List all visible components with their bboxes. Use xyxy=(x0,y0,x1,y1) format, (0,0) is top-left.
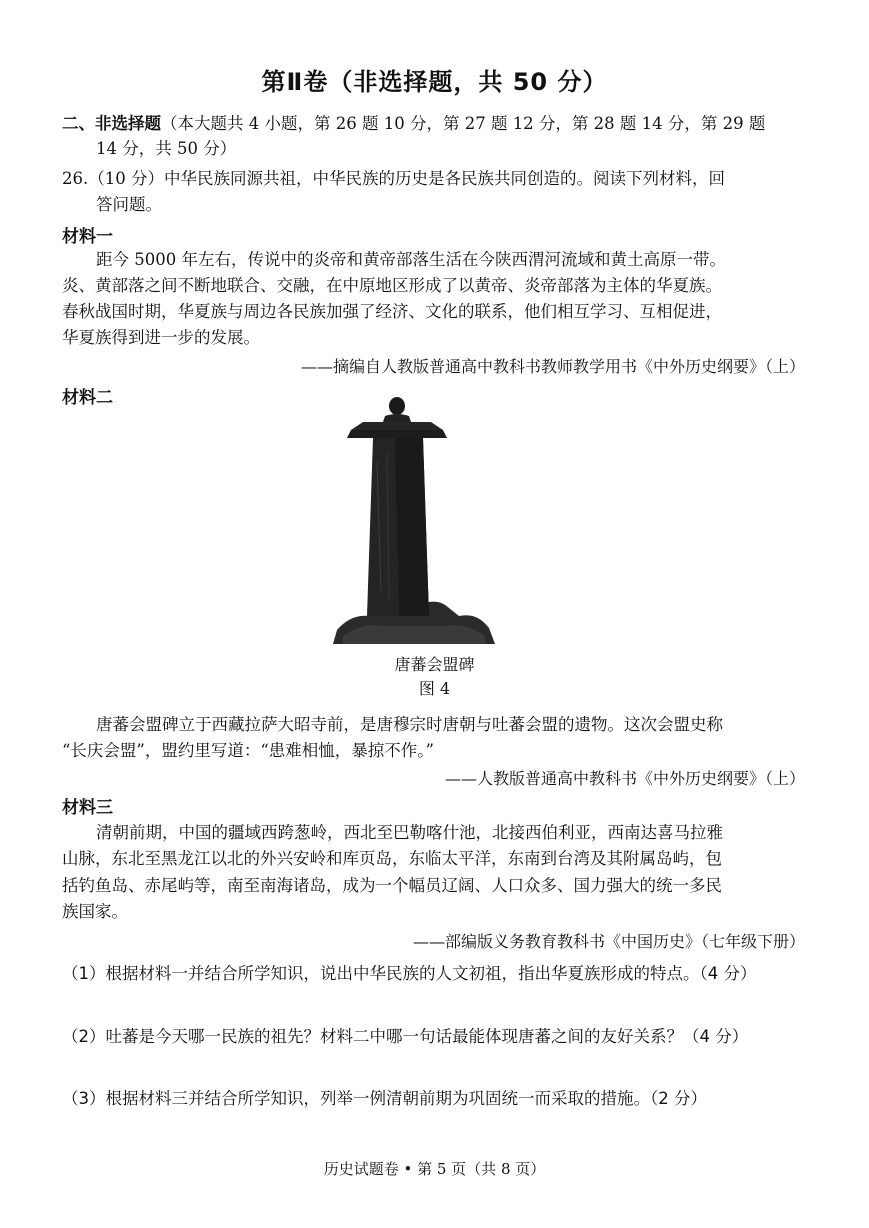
material-2-line: 唐蕃会盟碑立于西藏拉萨大昭寺前，是唐穆宗时唐朝与吐蕃会盟的遗物。这次会盟史称 xyxy=(96,715,723,734)
material-3-source: ——部编版义务教育教科书《中国历史》（七年级下册） xyxy=(412,932,805,951)
material-3-line: 括钓鱼岛、赤尾屿等，南至南海诸岛，成为一个幅员辽阔、人口众多、国力强大的统一多民 xyxy=(62,876,722,895)
section-desc-line1: （本大题共 4 小题，第 26 题 10 分，第 27 题 12 分，第 28 题 14 分，第 29 题 xyxy=(161,114,766,133)
material-2-line: “长庆会盟”，盟约里写道：“患难相恤，暴掠不作。” xyxy=(62,741,434,760)
material-1-line: 华夏族得到进一步的发展。 xyxy=(62,328,260,347)
subquestion-1: （1）根据材料一并结合所学知识，说出中华民族的人文初祖，指出华夏族形成的特点。（4 分） xyxy=(62,964,757,983)
material-1-source: ——摘编自人教版普通高中教科书教师教学用书《中外历史纲要》（上） xyxy=(300,357,805,376)
section-desc-line2: 14 分，共 50 分） xyxy=(96,139,237,158)
page-footer: 历史试题卷 • 第 5 页（共 8 页） xyxy=(323,1160,546,1178)
figure-caption: 唐蕃会盟碑 xyxy=(394,655,475,674)
material-2-source: ——人教版普通高中教科书《中外历史纲要》（上） xyxy=(444,769,805,788)
material-1-line: 炎、黄部落之间不断地联合、交融，在中原地区形成了以黄帝、炎帝部落为主体的华夏族。 xyxy=(62,276,722,295)
material-1-line: 距今 5000 年左右，传说中的炎帝和黄帝部落生活在今陕西渭河流域和黄土高原一带。 xyxy=(96,250,726,269)
material-3-label: 材料三 xyxy=(62,798,113,818)
subquestion-3: （3）根据材料三并结合所学知识，列举一例清朝前期为巩固统一而采取的措施。（2 分） xyxy=(62,1089,707,1108)
question-26-line1: 26.（10 分）中华民族同源共祖，中华民族的历史是各民族共同创造的。阅读下列材料，回 xyxy=(62,169,725,188)
question-26-line2: 答问题。 xyxy=(96,195,162,214)
material-1-label: 材料一 xyxy=(62,227,113,247)
section-label: 二、非选择题 xyxy=(62,114,161,133)
material-1-line: 春秋战国时期，华夏族与周边各民族加强了经济、文化的联系，他们相互学习、互相促进， xyxy=(62,302,722,321)
material-3-line: 族国家。 xyxy=(62,902,128,921)
figure-number: 图 4 xyxy=(418,679,451,698)
section-heading xyxy=(62,112,765,136)
material-3-line: 山脉，东北至黑龙江以北的外兴安岭和库页岛，东临太平洋，东南到台湾及其附属岛屿，包 xyxy=(62,849,722,868)
material-2-label: 材料二 xyxy=(62,388,113,408)
subquestion-2: （2）吐蕃是今天哪一民族的祖先？材料二中哪一句话最能体现唐蕃之间的友好关系？（4 分） xyxy=(62,1027,749,1046)
stele-photo xyxy=(333,392,495,644)
material-3-line: 清朝前期，中国的疆域西跨葱岭，西北至巴勒喀什池，北接西伯利亚，西南达喜马拉雅 xyxy=(96,823,723,842)
page-title: 第Ⅱ卷（非选择题，共 50 分） xyxy=(261,68,608,96)
